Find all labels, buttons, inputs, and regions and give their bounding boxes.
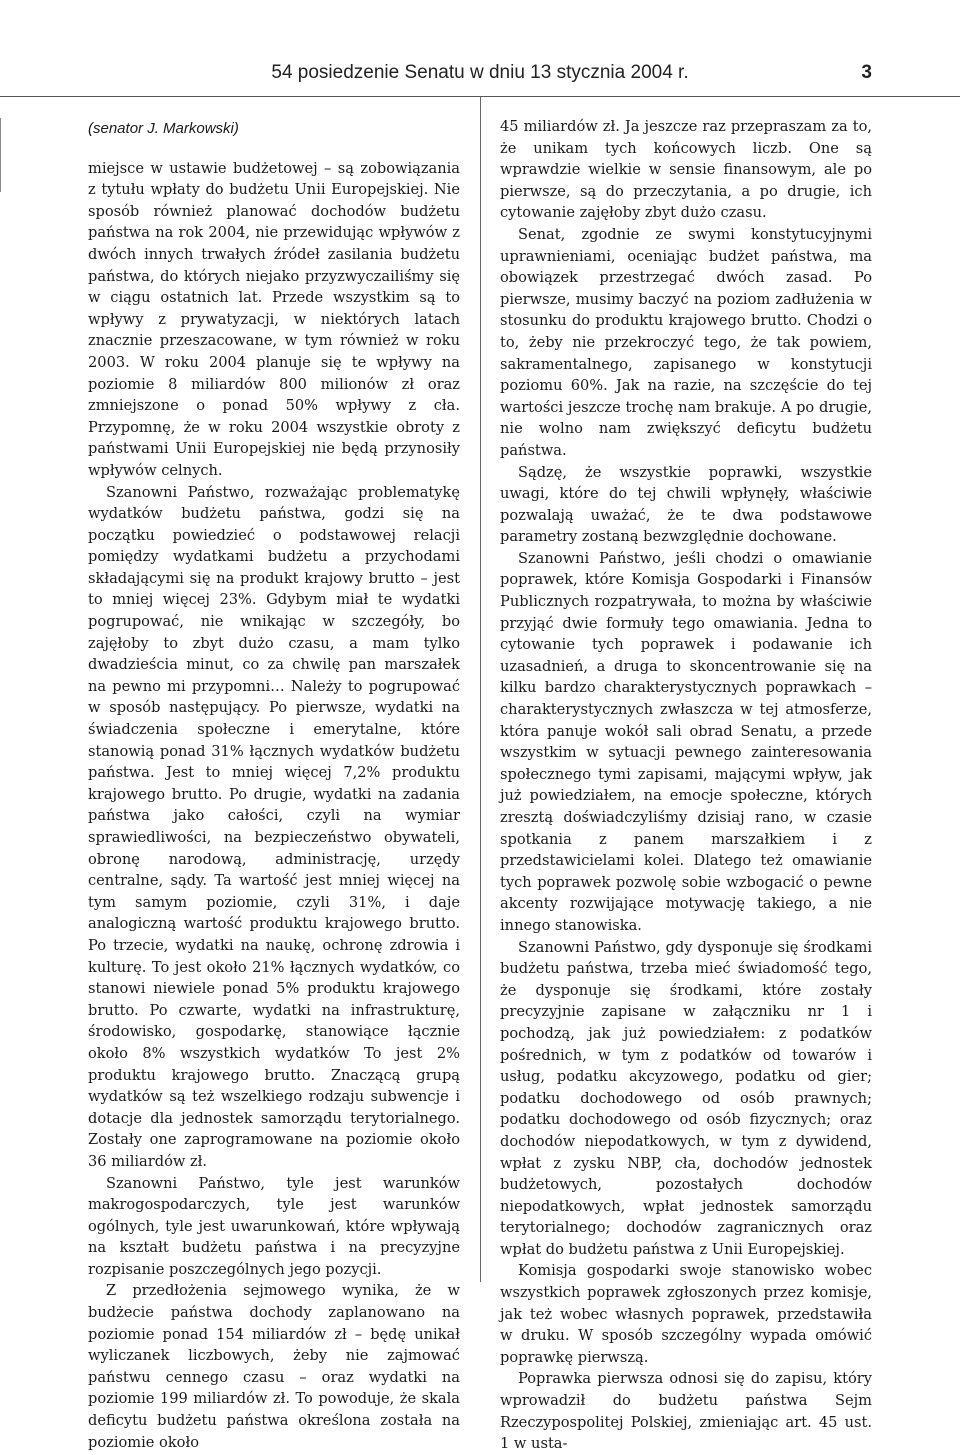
right-column: [500, 116, 872, 1455]
paragraph: miejsce w ustawie budżetowej – są zobowiązania z tytułu wpłaty do budżetu Unii Europejskiej. Nie sposób również planować dochodów budżetu państwa na rok 2004, nie przewidując wpływów z dwóch innych trwałych źródeł zasilania budżetu państwa, do których niejako przyzwyczailiśmy się w ciągu ostatnich lat. Przede wszystkim są to wpływy z prywatyzacji, w niektórych latach znacznie przeszacowane, w tym również w roku 2003. W roku 2004 planuje się te wpływy na poziomie 8 miliardów 800 milionów zł oraz zmniejszone o ponad 50% wpływy z cła. Przypomnę, że w roku 2004 wszystkie obroty z państwami Unii Europejskiej nie będą przynosiły wpływów celnych.: [88, 159, 460, 479]
speaker-label: (senator J. Markowski): [88, 120, 239, 137]
paragraph: Poprawka pierwsza odnosi się do zapisu, który wprowadził do budżetu państwa Sejm Rzeczypospolitej Polskiej, zmieniając art. 45 ust. 1 w usta-: [500, 1370, 872, 1453]
page-header-title: 54 posiedzenie Senatu w dniu 13 stycznia 2004 r.: [271, 62, 689, 83]
paragraph: Szanowni Państwo, rozważając problematykę wydatków budżetu państwa, godzi się na początku powiedzieć o podstawowej relacji pomiędzy wydatkami budżetu a przychodami składającymi się na produkt krajowy brutto – jest to mniej więcej 23%. Gdybym miał te wydatki pogrupować, nie wnikając w szczegóły, bo zajęłoby to zbyt dużo czasu, a mam tylko dwadzieścia minut, co za chwilę pan marszałek na pewno mi przypomni… Należy to pogrupować w sposób następujący. Po pierwsze, wydatki na świadczenia społeczne i emerytalne, które stanowią ponad 31% łącznych wydatków budżetu państwa. Jest to mniej więcej 7,2% produktu krajowego brutto. Po drugie, wydatki na zadania państwa jako całości, czyli na wymiar sprawiedliwości, na bezpieczeństwo obywateli, obronę narodową, administrację, urzędy centralne, sądy. Ta wartość jest mniej więcej na tym samym poziomie, czyli 31%, i daje analogiczną wartość produktu krajowego brutto. Po trzecie, wydatki na naukę, ochronę zdrowia i kulturę. To jest około 21% łącznych wydatków, co stanowi niewiele ponad 5% produktu krajowego brutto. Po czwarte, wydatki na infrastrukturę, środowisko, gospodarkę, stanowiące łącznie około 8% wszystkich wydatków To jest 2% produktu krajowego brutto. Znaczącą grupą wydatków są też wszelkiego rodzaju subwencje i dotacje dla jednostek samorządu terytorialnego. Zostały one zaprogramowane na poziomie około 36 miliardów zł.: [88, 483, 460, 1170]
left-column: [88, 116, 460, 1453]
paragraph: Szanowni Państwo, jeśli chodzi o omawianie poprawek, które Komisja Gospodarki i Finansów Publicznych rozpatrywała, to można by właściwie przyjąć dwie formuły tego omawiania. Jedna to cytowanie tych poprawek i podawanie ich uzasadnień, a druga to skoncentrowanie się na kilku bardzo charakterystycznych poprawkach – charakterystycznych zwłaszcza w tej atmosferze, która panuje wokół sali obrad Senatu, a przede wszystkim w sytuacji pewnego zainteresowania społecznego tymi zapisami, mającymi wpływ, jak już powiedziałem, na emocje społeczne, których zresztą doświadczyliśmy dzisiaj rano, w czasie spotkania z panem marszałkiem i z przedstawicielami kolei. Dlatego też omawianie tych poprawek pozwolę sobie wzbogacić o pewne akcenty rozwijające motywację takiego, a nie innego stanowiska.: [500, 549, 872, 934]
paragraph: Sądzę, że wszystkie poprawki, wszystkie uwagi, które do tej chwili wpłynęły, właściwie pozwalają uważać, że te dwa podstawowe parametry zostaną bezwzględnie dochowane.: [500, 463, 872, 546]
paragraph: Komisja gospodarki swoje stanowisko wobec wszystkich poprawek zgłoszonych przez komisje, jak też wobec własnych poprawek, przedstawiła w druku. W sposób szczególny wypada omówić poprawkę pierwszą.: [500, 1262, 872, 1366]
paragraph: 45 miliardów zł. Ja jeszcze raz przepraszam za to, że unikam tych końcowych liczb. One są wprawdzie wielkie w sensie finansowym, ale po pierwsze, są do przeczytania, a po drugie, ich cytowanie zajęłoby zbyt dużo czasu.: [500, 118, 872, 222]
paragraph: Z przedłożenia sejmowego wynika, że w budżecie państwa dochody zaplanowano na poziomie ponad 154 miliardów zł – będę unikał wyliczanek liczbowych, żeby nie zajmować państwu cennego czasu – oraz wydatki na poziomie 199 miliardów zł. To powoduje, że skala deficytu budżetu państwa określona została na poziomie około: [88, 1282, 460, 1451]
left-margin-rule: [0, 118, 1, 192]
page-number: 3: [861, 62, 872, 83]
paragraph: Szanowni Państwo, tyle jest warunków makrogospodarczych, tyle jest warunków ogólnych, tyle jest uwarunkowań, które wpływają na kształt budżetu państwa i na precyzyjne rozpisanie poszczególnych jego pozycji.: [88, 1174, 460, 1278]
paragraph: Senat, zgodnie ze swymi konstytucyjnymi uprawnieniami, oceniając budżet państwa, ma obowiązek przestrzegać dwóch zasad. Po pierwsze, musimy baczyć na poziom zadłużenia w stosunku do produktu krajowego brutto. Chodzi o to, żeby nie przekroczyć tego, że tak powiem, sakramentalnego, zapisanego w konstytucji poziomu 60%. Jak na razie, na szczęście do tej wartości jeszcze trochę nam brakuje. A po drugie, nie wolno nam zwiększyć deficytu budżetu państwa.: [500, 225, 872, 459]
paragraph: Szanowni Państwo, gdy dysponuje się środkami budżetu państwa, trzeba mieć świadomość tego, że dysponuje się środkami, które zostały precyzyjnie zapisane w załączniku nr 1 i pochodzą, jak już powiedziałem: z podatków pośrednich, w tym z podatków od towarów i usług, podatku akcyzowego, podatku od gier; podatku dochodowego od osób prawnych; podatku dochodowego od osób fizycznych; oraz dochodów niepodatkowych, w tym z dywidend, wpłat z zysku NBP, cła, dochodów jednostek budżetowych, pozostałych dochodów niepodatkowych, wpłat jednostek samorządu terytorialnego; dochodów zagranicznych oraz wpłat do budżetu państwa z Unii Europejskiej.: [500, 938, 872, 1258]
column-divider: [480, 96, 481, 1282]
